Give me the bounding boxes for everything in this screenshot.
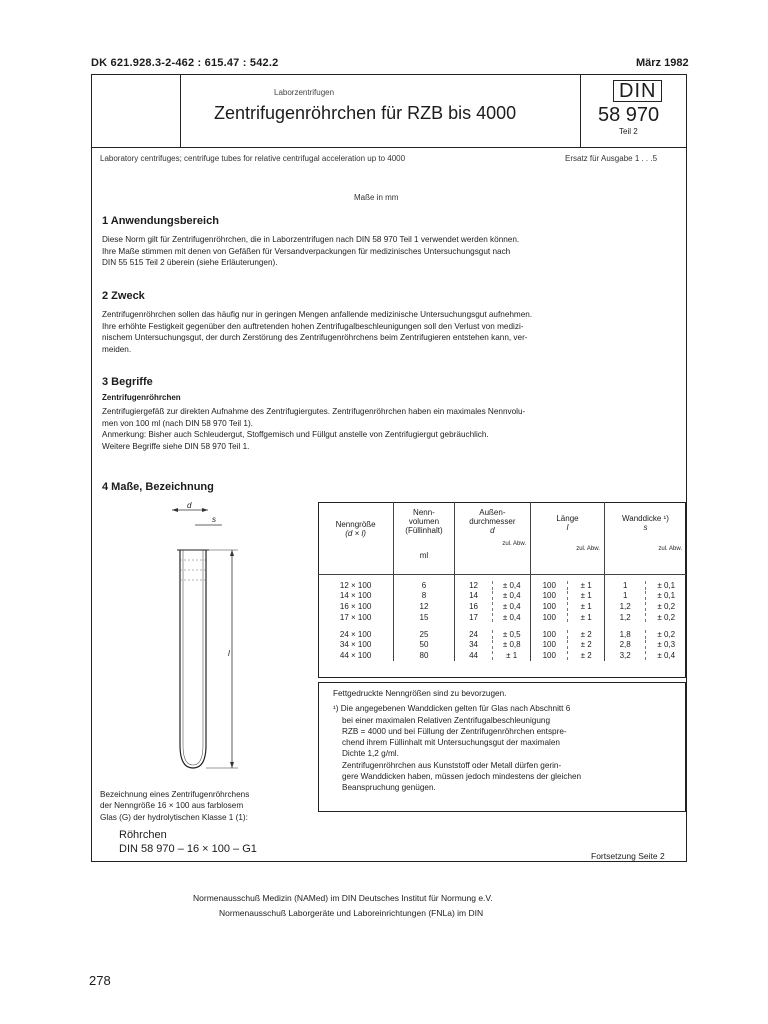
units-note: Maße in mm bbox=[354, 193, 399, 202]
section-1-text: Diese Norm gilt für Zentrifugenröhrchen, die in Laborzentrifugen nach DIN 58 970 Teil 1 verwendet werden können. Ihre Maße stimmen mit denen von Gefäßen für Versandverpackungen für medizinisches Untersuchungsgut nach DIN 55 515 Teil 2 überein (siehe Erläuterungen). bbox=[102, 235, 520, 267]
footer-line-2: Normenausschuß Laborgeräte und Laboreinrichtungen (FNLa) im DIN bbox=[219, 908, 484, 918]
notes-text: Fettgedruckte Nenngrößen sind zu bevorzugen. ¹) Die angegebenen Wanddicken gelten für Glas nach Abschnitt 6 bei einer maximalen Relativen Zentrifugalbeschleunigung RZB = 4000 und bei Füllung der Zentrifugenröhrchen entspre- chend ihrem Füllinhalt mit Untersuchungsgut der maximalen Dichte 1,2 g/ml. Zentrifugenröhrchen aus Kunststoff oder Metall dürfen gerin- gere Wanddicken haben, müssen jedoch mindestens der gleichen Beanspruchung genügen. bbox=[333, 689, 582, 793]
section-heading-1: 1 Anwendungsbereich bbox=[102, 215, 219, 227]
table-row: 44 × 100 80 44 ± 1 100 ± 2 3,2 ± 0,4 bbox=[318, 650, 686, 661]
table-row: 17 × 100 15 17 ± 0,4 100 ± 1 1,2 ± 0,2 bbox=[318, 612, 686, 623]
continuation-note: Fortsetzung Seite 2 bbox=[591, 851, 665, 861]
replacement-note: Ersatz für Ausgabe 1 . . .5 bbox=[565, 154, 658, 163]
dimension-d-label: d bbox=[187, 501, 192, 510]
col-header-length: Länge l zul. Abw. bbox=[531, 502, 605, 574]
din-logo: DIN bbox=[613, 80, 662, 102]
section-heading-3: 3 Begriffe bbox=[102, 376, 153, 388]
col-header-size: Nenngröße (d × l) bbox=[335, 520, 376, 538]
tube-inner-wall bbox=[183, 550, 203, 765]
designation-text: Bezeichnung eines Zentrifugenröhrchens der Nenngröße 16 × 100 aus farblosem Glas (G) der hydrolytischen Klasse 1 (1): bbox=[100, 790, 250, 822]
page-number: 278 bbox=[89, 973, 111, 988]
term-heading: Zentrifugenröhrchen bbox=[102, 393, 181, 402]
dimension-l-label: l bbox=[228, 649, 230, 658]
col-header-diameter: Außen- durchmesser d zul. Abw. bbox=[454, 502, 530, 574]
table-row: 14 × 100 8 14 ± 0,4 100 ± 1 1 ± 0,1 bbox=[318, 590, 686, 601]
footer-line-1: Normenausschuß Medizin (NAMed) im DIN Deutsches Institut für Normung e.V. bbox=[193, 893, 493, 903]
col-header-volume: Nenn- volumen (Füllinhalt) ml bbox=[394, 502, 455, 574]
tube-outline bbox=[180, 550, 206, 768]
table-row: 24 × 100 25 24 ± 0,5 100 ± 2 1,8 ± 0,2 bbox=[318, 623, 686, 639]
subject-line: Laborzentrifugen bbox=[274, 88, 335, 97]
col-header-wall: Wanddicke ¹) s zul. Abw. bbox=[604, 502, 686, 574]
section-heading-4: 4 Maße, Bezeichnung bbox=[102, 481, 214, 493]
designation-code: DIN 58 970 – 16 × 100 – G1 bbox=[119, 843, 257, 855]
designation-name: Röhrchen bbox=[119, 829, 167, 841]
din-number: 58 970 bbox=[598, 104, 660, 126]
tube-drawing bbox=[150, 500, 270, 780]
document-title: Zentrifugenröhrchen für RZB bis 4000 bbox=[214, 103, 517, 123]
section-3-text: Zentrifugiergefäß zur direkten Aufnahme des Zentrifugiergutes. Zentrifugenröhrchen haben ein maximales Nennvolu- men von 100 ml (nach DIN 58 970 Teil 1). Anmerkung: Bisher auch Schleudergut, Stoffgemisch und Füllgut anstelle von Zentrifugiergut gebräuchlich. Weitere Begriffe siehe DIN 58 970 Teil 1. bbox=[102, 407, 526, 451]
dk-classification: DK 621.928.3-2-462 : 615.47 : 542.2 bbox=[91, 57, 279, 69]
table-header-separator bbox=[318, 574, 686, 575]
section-2-text: Zentrifugenröhrchen sollen das häufig nur in geringen Mengen anfallende medizinische Untersuchungsgut aufnehmen. Ihre erhöhte Festigkeit gegenüber den auftretenden hohen Zentrifugalbeschleunigungen soll den Verlust von medizi- nischem Untersuchungsgut, der durch Zerstörung des Zentrifugenröhrchens beim Zentrifugieren entstehen kann, ver- meiden. bbox=[102, 310, 533, 354]
section-heading-2: 2 Zweck bbox=[102, 290, 145, 302]
dimension-s-label: s bbox=[212, 515, 216, 524]
table-row: 16 × 100 12 16 ± 0,4 100 ± 1 1,2 ± 0,2 bbox=[318, 601, 686, 612]
issue-date: März 1982 bbox=[636, 57, 689, 69]
english-title: Laboratory centrifuges; centrifuge tubes for relative centrifugal acceleration up to 4000 bbox=[100, 154, 406, 163]
table-row: 34 × 100 50 34 ± 0,8 100 ± 2 2,8 ± 0,3 bbox=[318, 639, 686, 650]
dimensions-table bbox=[318, 502, 686, 661]
table-row: 12 × 100 6 12 ± 0,4 100 ± 1 1 ± 0,1 bbox=[318, 574, 686, 590]
part-label: Teil 2 bbox=[619, 127, 638, 136]
